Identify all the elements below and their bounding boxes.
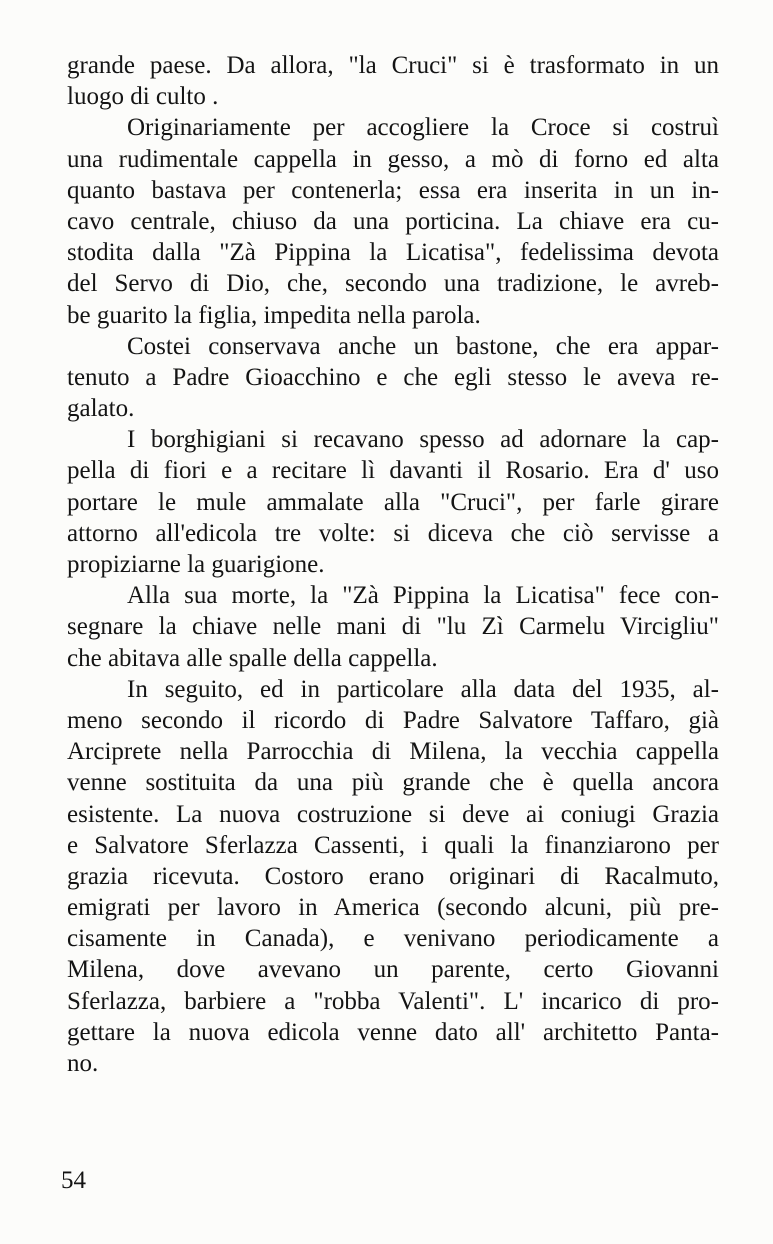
text-line: e Salvatore Sferlazza Cassenti, i quali la finanziarono per [67,831,719,859]
text-line: Sferlazza, barbiere a "robba Valenti". L' incarico di pro- [67,987,719,1015]
text-line: del Servo di Dio, che, secondo una tradizione, le avreb- [67,270,719,298]
text-line: cavo centrale, chiuso da una porticina. La chiave era cu- [67,207,719,235]
text-line: venne sostituita da una più grande che è quella ancora [67,769,719,797]
text-line: luogo di culto . [67,83,219,111]
text-line: tenuto a Padre Gioacchino e che egli stesso le aveva re- [67,363,719,391]
text-line: Originariamente per accogliere la Croce si costruì [127,114,719,142]
text-line: Alla sua morte, la "Zà Pippina la Licatisa" fece con- [127,582,719,610]
text-line: cisamente in Canada), e venivano periodicamente a [67,925,719,953]
text-line: portare le mule ammalate alla "Cruci", per farle girare [67,488,719,516]
text-line: che abitava alle spalle della cappella. [67,644,438,672]
text-line: segnare la chiave nelle mani di "lu Zì Carmelu Vircigliu" [67,613,719,641]
text-line: esistente. La nuova costruzione si deve ai coniugi Grazia [67,800,719,828]
text-line: quanto bastava per contenerla; essa era inserita in un in- [67,176,719,204]
text-line: galato. [67,395,135,423]
text-line: Costei conservava anche un bastone, che era appar- [127,332,719,360]
text-line: gettare la nuova edicola venne dato all' architetto Panta- [67,1018,719,1046]
text-line: I borghigiani si recavano spesso ad adornare la cap- [127,426,719,454]
text-line: una rudimentale cappella in gesso, a mò di forno ed alta [67,145,719,173]
text-line: Milena, dove avevano un parente, certo Giovanni [67,956,719,984]
text-line: Arciprete nella Parrocchia di Milena, la vecchia cappella [67,738,719,766]
page-number: 54 [61,1167,86,1194]
page-body [67,50,719,1079]
text-line: pella di fiori e a recitare lì davanti il Rosario. Era d' uso [67,457,719,485]
text-line: propiziarne la guarigione. [67,551,325,578]
text-line: no. [67,1050,99,1077]
text-line: grazia ricevuta. Costoro erano originari di Racalmuto, [67,862,719,890]
text-line: be guarito la figlia, impedita nella parola. [67,301,481,329]
text-line: grande paese. Da allora, "la Cruci" si è trasformato in un [67,52,719,79]
text-line: emigrati per lavoro in America (secondo alcuni, più pre- [67,894,719,922]
text-line: attorno all'edicola tre volte: si diceva che ciò servisse a [67,519,719,547]
text-line: meno secondo il ricordo di Padre Salvatore Taffaro, già [67,706,719,734]
text-line: In seguito, ed in particolare alla data del 1935, al- [127,675,719,703]
text-line: stodita dalla "Zà Pippina la Licatisa", fedelissima devota [67,239,719,267]
